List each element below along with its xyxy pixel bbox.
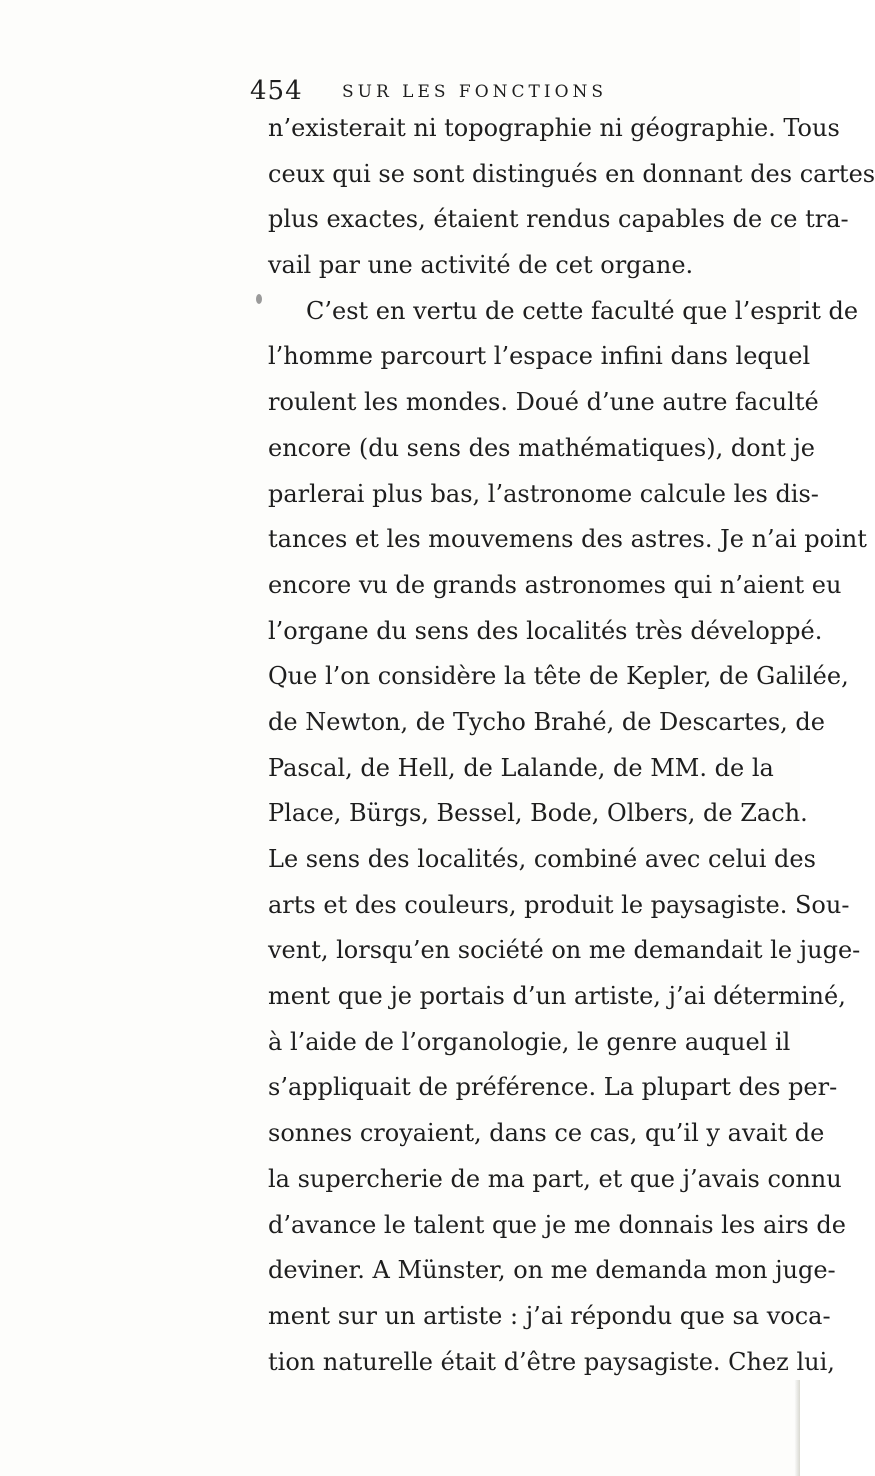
- text-line: d’avance le talent que je me donnais les airs de: [268, 1210, 846, 1239]
- paragraph-start-line: C’est en vertu de cette faculté que l’esprit de: [306, 296, 859, 325]
- text-line: de Newton, de Tycho Brahé, de Descartes, de: [268, 707, 825, 736]
- text-line: vent, lorsqu’en société on me demandait le juge-: [268, 936, 861, 965]
- page-header: [250, 76, 610, 106]
- text-line: parlerai plus bas, l’astronome calcule les dis-: [268, 479, 819, 508]
- running-head: SUR LES FONCTIONS: [342, 82, 608, 102]
- margin-ink-spot: [256, 294, 262, 304]
- text-line: la supercherie de ma part, et que j’avais connu: [268, 1164, 842, 1193]
- text-line: sonnes croyaient, dans ce cas, qu’il y avait de: [268, 1119, 825, 1148]
- text-line: à l’aide de l’organologie, le genre auquel il: [268, 1027, 791, 1056]
- text-line: l’homme parcourt l’espace infini dans lequel: [268, 342, 811, 371]
- text-line: l’organe du sens des localités très développé.: [268, 616, 823, 645]
- text-line: Que l’on considère la tête de Kepler, de Galilée,: [268, 662, 849, 691]
- text-line: roulent les mondes. Doué d’une autre faculté: [268, 388, 819, 417]
- text-line: Place, Bürgs, Bessel, Bode, Olbers, de Zach.: [268, 799, 808, 828]
- text-line: tion naturelle était d’être paysagiste. Chez lui,: [268, 1347, 835, 1376]
- text-line: Le sens des localités, combiné avec celui des: [268, 845, 816, 873]
- text-line: vail par une activité de cet organe.: [268, 251, 694, 280]
- text-line: deviner. A Münster, on me demanda mon juge-: [268, 1256, 836, 1285]
- body-text: [268, 106, 875, 1385]
- text-line: ceux qui se sont distingués en donnant des cartes: [268, 159, 875, 188]
- text-line: arts et des couleurs, produit le paysagiste. Sou-: [268, 890, 850, 919]
- text-line: n’existerait ni topographie ni géographie. Tous: [268, 114, 840, 142]
- text-line: tances et les mouvemens des astres. Je n’ai point: [268, 525, 867, 554]
- text-line: s’appliquait de préférence. La plupart des per-: [268, 1073, 838, 1102]
- text-line: encore vu de grands astronomes qui n’aient eu: [268, 570, 842, 599]
- text-line: ment sur un artiste : j’ai répondu que sa voca-: [268, 1301, 831, 1330]
- text-line: Pascal, de Hell, de Lalande, de MM. de la: [268, 753, 774, 782]
- page-number: 454: [250, 76, 303, 106]
- text-line: ment que je portais d’un artiste, j’ai déterminé,: [268, 982, 846, 1011]
- text-line: plus exactes, étaient rendus capables de ce tra-: [268, 205, 849, 234]
- text-line: encore (du sens des mathématiques), dont je: [268, 433, 816, 462]
- page-edge-shadow: [794, 1380, 800, 1476]
